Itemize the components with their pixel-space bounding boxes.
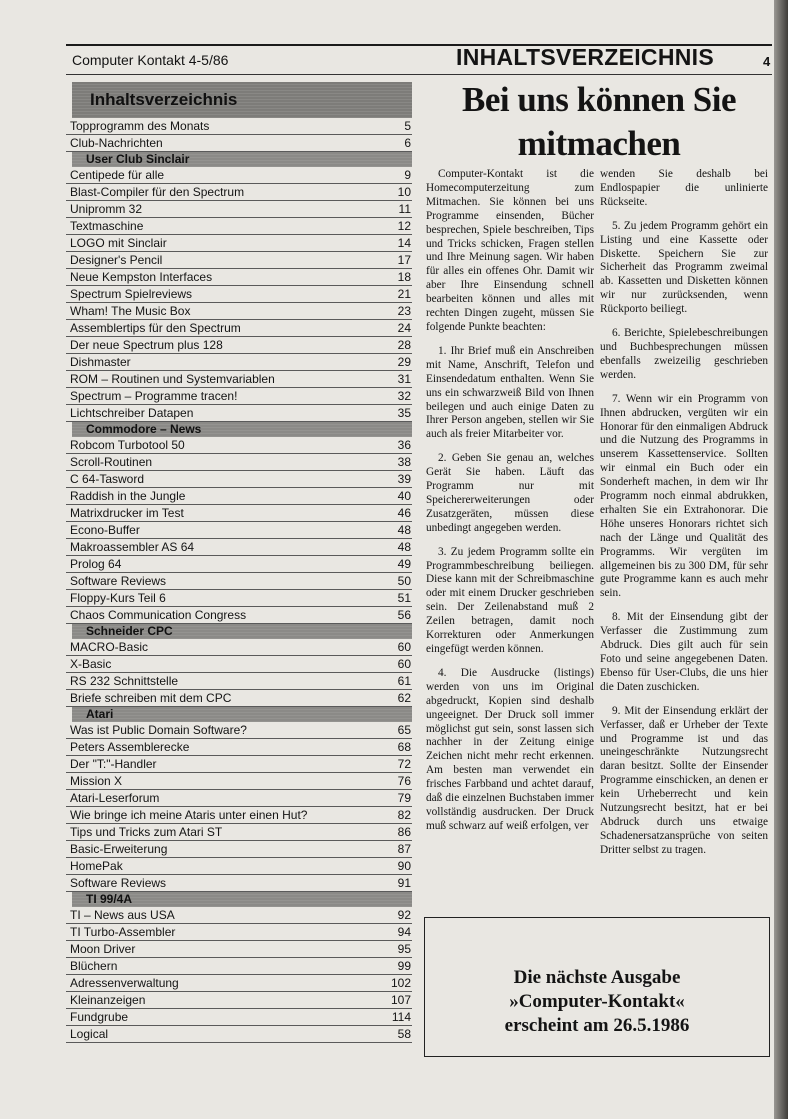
toc-entry-title: Der neue Spectrum plus 128 <box>70 338 223 352</box>
toc-section-header: Atari <box>72 707 412 722</box>
toc-entry-page: 50 <box>397 574 411 588</box>
toc-entry-page: 92 <box>397 908 411 922</box>
toc-entry-title: HomePak <box>70 859 123 873</box>
toc-entry-page: 35 <box>397 406 411 420</box>
toc-entry-page: 82 <box>397 808 411 822</box>
toc-entry <box>66 975 412 992</box>
toc-entry-title: Unipromm 32 <box>70 202 143 216</box>
toc-entry-page: 51 <box>397 591 411 605</box>
toc-entry-page: 48 <box>397 540 411 554</box>
toc-entry-page: 99 <box>397 959 411 973</box>
toc-entry <box>66 184 412 201</box>
toc-entry-title: TI Turbo-Assembler <box>70 925 176 939</box>
toc-entry-page: 28 <box>397 338 411 352</box>
toc-entry <box>66 454 412 471</box>
toc-entry-page: 12 <box>397 219 411 233</box>
toc-entry <box>66 992 412 1009</box>
toc-entry <box>66 286 412 303</box>
toc-entry <box>66 673 412 690</box>
toc-entry <box>66 773 412 790</box>
article-paragraph: 5. Zu jedem Programm gehört ein Listing und eine Kassette oder Diskette. Speichern Sie zur Sicherheit das Programm zweimal ab. Kassetten und Disketten können wir nur zurücksenden, wenn Rückporto beiliegt. <box>600 219 768 316</box>
toc-entry <box>66 573 412 590</box>
toc-entry-title: Kleinanzeigen <box>70 993 146 1007</box>
toc-entry-title: LOGO mit Sinclair <box>70 236 167 250</box>
toc-entry-page: 23 <box>397 304 411 318</box>
toc-entry <box>66 958 412 975</box>
toc-section-header: TI 99/4A <box>72 892 412 907</box>
toc-entry-title: Spectrum – Programme tracen! <box>70 389 238 403</box>
toc-entry-page: 62 <box>397 691 411 705</box>
announcement-line-2: »Computer-Kontakt« <box>509 991 685 1012</box>
toc-entry-title: C 64-Tasword <box>70 472 145 486</box>
toc-entry <box>66 269 412 286</box>
toc-entry-page: 39 <box>397 472 411 486</box>
toc-entry <box>66 371 412 388</box>
toc-entry <box>66 656 412 673</box>
article-column-left <box>426 168 594 844</box>
toc-entry <box>66 824 412 841</box>
toc-entry-page: 60 <box>397 640 411 654</box>
toc-entry-title: Software Reviews <box>70 876 167 890</box>
article-paragraph: 6. Berichte, Spielebeschreibungen und Buchbesprechungen müssen ebenfalls zweizeilig geschrieben werden. <box>600 327 768 381</box>
toc-entry-page: 10 <box>397 185 411 199</box>
toc-entry <box>66 722 412 739</box>
toc-entry-title: Wie bringe ich meine Ataris unter einen Hut? <box>70 808 308 822</box>
toc-entry-page: 49 <box>397 557 411 571</box>
toc-entry-title: Centipede für alle <box>70 168 165 182</box>
toc-section-header: Schneider CPC <box>72 624 412 639</box>
toc-entry-page: 86 <box>397 825 411 839</box>
toc-entry-title: Peters Assemblerecke <box>70 740 190 754</box>
toc-entry-page: 94 <box>397 925 411 939</box>
article-paragraph: 1. Ihr Brief muß ein Anschreiben mit Name, Anschrift, Telefon und Einsendedatum enthalten. Wenn Sie uns ein schwarzweiß Bild von Ihnen beilegen und auch einige Daten zu Ihrer Person angeben, stellen wir Sie auch als freier Mitarbeiter vor. <box>426 344 594 441</box>
toc-entry-title: Neue Kempston Interfaces <box>70 270 213 284</box>
toc-entry-title: Topprogramm des Monats <box>70 119 210 133</box>
toc-entry-page: 114 <box>391 1010 411 1024</box>
toc-entry-title: Atari-Leserforum <box>70 791 160 805</box>
toc-entry-title: Scroll-Routinen <box>70 455 153 469</box>
toc-entry-title: Raddish in the Jungle <box>70 489 186 503</box>
toc-entry-title: Dishmaster <box>70 355 131 369</box>
article-paragraph: 7. Wenn wir ein Programm von Ihnen abdrucken, vergüten wir ein Honorar für den einmaligen Abdruck und die Nutzung des Programms in unserem Kassettenservice. Sollten wir einmal ein Buch oder ein Sonderheft machen, in dem wir Ihr Programm noch einmal abdrukken, erhalten Sie ein Extrahonorar. Die Höhe unseres Honorars richtet sich nach der Länge und Qualität des Programms. Wir vergüten im allgemeinen bis zu 300 DM, für sehr gute Programme kann es auch mehr sein. <box>600 392 768 600</box>
toc-entry-title: ROM – Routinen und Systemvariablen <box>70 372 275 386</box>
magazine-issue: Computer Kontakt 4-5/86 <box>72 52 229 68</box>
toc-entry-title: Lichtschreiber Datapen <box>70 406 194 420</box>
toc-entry <box>66 739 412 756</box>
toc-entry-page: 56 <box>397 608 411 622</box>
toc-entry-page: 61 <box>397 674 411 688</box>
toc-entry <box>66 607 412 624</box>
toc-entry <box>66 1026 412 1043</box>
toc-entry-title: Moon Driver <box>70 942 136 956</box>
toc-entry <box>66 303 412 320</box>
toc-entry-title: MACRO-Basic <box>70 640 149 654</box>
toc-entry-page: 91 <box>397 876 411 890</box>
toc-entry-page: 65 <box>397 723 411 737</box>
toc-entry <box>66 354 412 371</box>
toc-entry-title: Chaos Communication Congress <box>70 608 247 622</box>
toc-body <box>66 118 412 1043</box>
toc-entry <box>66 218 412 235</box>
toc-section-header: Commodore – News <box>72 422 412 437</box>
toc-entry <box>66 590 412 607</box>
toc-entry-page: 102 <box>390 976 411 990</box>
toc-entry-page: 107 <box>390 993 411 1007</box>
article-paragraph: 9. Mit der Einsendung erklärt der Verfasser, daß er Urheber der Texte und Programme ist und das uneingeschränkte Nutzungsrecht daran besitzt. Sollte der Einsender Programme einschicken, an denen er kein Urheberrecht und kein Nutzungsrecht besitzt, hat er bei Abdruck durch uns etwaige Schadenersatzansprüche von seiten Dritter selbst zu tragen. <box>600 704 768 856</box>
toc-entry-page: 79 <box>397 791 411 805</box>
toc-entry <box>66 201 412 218</box>
toc-entry-title: Designer's Pencil <box>70 253 163 267</box>
toc-entry-title: Tips und Tricks zum Atari ST <box>70 825 223 839</box>
toc-entry-title: Wham! The Music Box <box>70 304 191 318</box>
toc-entry-title: Mission X <box>70 774 123 788</box>
toc-entry <box>66 437 412 454</box>
table-of-contents <box>66 82 412 1043</box>
toc-entry-title: Robcom Turbotool 50 <box>70 438 185 452</box>
toc-entry-page: 32 <box>397 389 411 403</box>
toc-entry <box>66 405 412 422</box>
toc-entry-page: 58 <box>397 1027 411 1041</box>
page-number: 4 <box>763 54 771 69</box>
toc-entry <box>66 118 412 135</box>
toc-entry-page: 21 <box>397 287 411 301</box>
toc-entry <box>66 320 412 337</box>
toc-entry <box>66 522 412 539</box>
toc-entry-title: Econo-Buffer <box>70 523 140 537</box>
toc-entry-title: Briefe schreiben mit dem CPC <box>70 691 232 705</box>
article-paragraph: 8. Mit der Einsendung gibt der Verfasser die Zustimmung zum Abdruck. Dies gilt auch für sein Foto und seine angegebenen Daten. Ebenso für User-Clubs, die uns hier die Daten zuschicken. <box>600 611 768 693</box>
section-title: INHALTSVERZEICHNIS <box>456 44 714 70</box>
toc-entry <box>66 907 412 924</box>
toc-entry <box>66 756 412 773</box>
toc-entry <box>66 539 412 556</box>
toc-entry-title: Adressenverwaltung <box>70 976 179 990</box>
toc-entry-page: 48 <box>397 523 411 537</box>
announcement-line-3: erscheint am 26.5.1986 <box>504 1015 690 1036</box>
article-paragraph: Computer-Kontakt ist die Homecomputerzeitung zum Mitmachen. Sie können bei uns Programme einsenden, Bücher besprechen, Spiele beschreiben, Tips und Tricks schicken, Fragen stellen und Ihre Meinung sagen. Wir haben für alles ein offenes Ohr. Damit wir aber Ihre Einsendung schnell bearbeiten können und alles mit rechten Dingen zugeht, müssen Sie folgende Punkte beachten: <box>426 168 594 333</box>
toc-entry <box>66 690 412 707</box>
toc-entry-page: 29 <box>397 355 411 369</box>
toc-entry <box>66 135 412 152</box>
toc-entry <box>66 790 412 807</box>
toc-entry-page: 72 <box>397 757 411 771</box>
toc-entry <box>66 471 412 488</box>
toc-entry-page: 76 <box>397 774 411 788</box>
toc-entry <box>66 337 412 354</box>
toc-entry-title: Club-Nachrichten <box>70 136 163 150</box>
announcement-line-1: Die nächste Ausgabe <box>513 967 681 988</box>
toc-entry-page: 24 <box>397 321 411 335</box>
toc-entry <box>66 252 412 269</box>
toc-entry-title: Blast-Compiler für den Spectrum <box>70 185 245 199</box>
headline-line-1: Bei uns können Sie <box>461 80 737 119</box>
article-paragraph: 4. Die Ausdrucke (listings) werden von uns im Original abgedruckt, Kopien sind deshalb ungeeignet. Der Druck soll immer möglichst gut sein, sonst lassen sich nachher in der Zeitung einige Zeichen nicht mehr recht erkennen. Am besten man verwendet ein frisches Farbband und achtet darauf, daß die einzelnen Buchstaben immer vollständig ausdrucken. Der Druck muß schwarz auf weiß erfolgen, ver <box>426 666 594 832</box>
toc-section-header: User Club Sinclair <box>72 152 412 167</box>
toc-entry <box>66 556 412 573</box>
toc-entry-title: TI – News aus USA <box>70 908 175 922</box>
toc-entry <box>66 941 412 958</box>
toc-entry-title: Spectrum Spielreviews <box>70 287 193 301</box>
toc-entry-page: 6 <box>404 136 411 150</box>
toc-entry <box>66 924 412 941</box>
toc-entry-title: Textmaschine <box>70 219 144 233</box>
toc-entry-page: 18 <box>397 270 411 284</box>
toc-entry-page: 11 <box>398 202 411 216</box>
toc-entry-page: 95 <box>397 942 411 956</box>
toc-entry-title: Prolog 64 <box>70 557 122 571</box>
toc-entry-page: 87 <box>397 842 411 856</box>
toc-entry-page: 17 <box>397 253 411 267</box>
toc-entry-title: Matrixdrucker im Test <box>70 506 184 520</box>
toc-entry <box>66 1009 412 1026</box>
toc-entry-page: 46 <box>397 506 411 520</box>
toc-entry-page: 9 <box>404 168 411 182</box>
toc-entry-page: 68 <box>397 740 411 754</box>
toc-entry <box>66 505 412 522</box>
toc-entry <box>66 841 412 858</box>
toc-entry <box>66 488 412 505</box>
toc-entry <box>66 639 412 656</box>
scan-page-edge <box>774 0 788 1119</box>
header-rule-lower <box>66 74 772 75</box>
article-headline <box>424 78 774 166</box>
article-paragraph: 3. Zu jedem Programm sollte ein Programmbeschreibung beiliegen. Diese kann mit der Schreibmaschine oder mit einem Drucker geschrieben sein. Der Zeilenabstand muß 2 Zeilen betragen, damit noch Korrekturen oder Anmerkungen eingefügt werden können. <box>426 545 594 655</box>
toc-entry-title: Was ist Public Domain Software? <box>70 723 247 737</box>
toc-entry-title: Software Reviews <box>70 574 167 588</box>
toc-entry-title: Floppy-Kurs Teil 6 <box>70 591 166 605</box>
toc-entry-page: 90 <box>397 859 411 873</box>
toc-entry-page: 36 <box>397 438 411 452</box>
toc-entry-page: 60 <box>397 657 411 671</box>
toc-entry-title: RS 232 Schnittstelle <box>70 674 179 688</box>
toc-entry <box>66 858 412 875</box>
next-issue-announcement <box>425 966 769 1038</box>
article-paragraph: wenden Sie deshalb bei Endlospapier die unlinierte Rückseite. <box>600 168 768 208</box>
toc-entry-title: Fundgrube <box>70 1010 129 1024</box>
toc-title: Inhaltsverzeichnis <box>72 82 412 118</box>
toc-entry-title: Basic-Erweiterung <box>70 842 168 856</box>
toc-entry-title: Assemblertips für den Spectrum <box>70 321 241 335</box>
toc-entry-title: Makroassembler AS 64 <box>70 540 195 554</box>
toc-entry <box>66 807 412 824</box>
headline-line-2: mitmachen <box>517 124 681 163</box>
toc-entry-page: 40 <box>397 489 411 503</box>
toc-entry-page: 31 <box>397 372 411 386</box>
toc-entry-page: 5 <box>404 119 411 133</box>
toc-entry <box>66 875 412 892</box>
toc-entry-page: 38 <box>397 455 411 469</box>
toc-entry-page: 14 <box>397 236 411 250</box>
article-column-right <box>600 168 768 868</box>
article-paragraph: 2. Geben Sie genau an, welches Gerät Sie haben. Läuft das Programm nur mit Speichererweiterungen oder Zusatzgeräten, müssen diese unbedingt angegeben werden. <box>426 452 594 534</box>
toc-entry-title: Der "T:"-Handler <box>70 757 157 771</box>
toc-entry-title: Blüchern <box>70 959 118 973</box>
next-issue-box <box>424 917 770 1057</box>
toc-entry-title: Logical <box>70 1027 109 1041</box>
toc-entry-title: X-Basic <box>70 657 112 671</box>
toc-entry <box>66 235 412 252</box>
toc-entry <box>66 167 412 184</box>
toc-entry <box>66 388 412 405</box>
